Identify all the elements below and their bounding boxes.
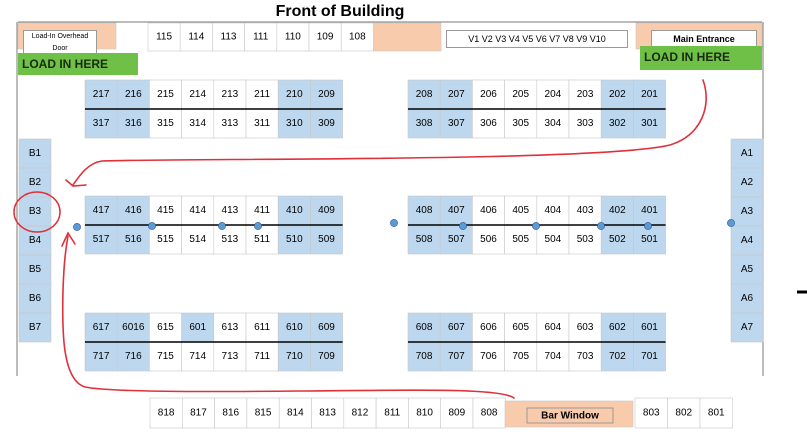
booth-label-517: 517 bbox=[92, 234, 110, 245]
booth-label-702: 702 bbox=[608, 351, 626, 362]
booth-label-414: 414 bbox=[189, 205, 207, 216]
booth-label-707: 707 bbox=[447, 351, 465, 362]
booth-label-714: 714 bbox=[189, 351, 207, 362]
booth-label-115: 115 bbox=[156, 31, 173, 43]
booth-label-302: 302 bbox=[608, 118, 626, 129]
booth-label-217: 217 bbox=[92, 89, 110, 100]
booth-label-603: 603 bbox=[576, 322, 594, 333]
booth-label-B1: B1 bbox=[28, 148, 42, 159]
booth-label-209: 209 bbox=[318, 89, 335, 100]
post-dot bbox=[390, 219, 397, 226]
booth-label-A2: A2 bbox=[740, 177, 754, 188]
booth-label-812: 812 bbox=[351, 407, 369, 419]
booth-label-404: 404 bbox=[544, 205, 562, 216]
booth-label-406: 406 bbox=[480, 205, 497, 216]
booth-label-717: 717 bbox=[92, 351, 110, 362]
booth-label-713: 713 bbox=[221, 351, 239, 362]
booth-label-715: 715 bbox=[157, 351, 174, 362]
booth-label-A6: A6 bbox=[740, 293, 754, 304]
booth-label-308: 308 bbox=[415, 118, 433, 129]
booth-label-403: 403 bbox=[576, 205, 594, 216]
booth-label-605: 605 bbox=[512, 322, 530, 333]
booth-label-304: 304 bbox=[544, 118, 562, 129]
booth-label-814: 814 bbox=[287, 407, 304, 419]
booth-label-716: 716 bbox=[124, 351, 142, 362]
booth-label-B2: B2 bbox=[28, 177, 42, 188]
booth-label-703: 703 bbox=[576, 351, 594, 362]
booth-label-A5: A5 bbox=[740, 264, 754, 275]
booth-label-B7: B7 bbox=[28, 322, 42, 333]
booth-label-601: 601 bbox=[641, 322, 658, 333]
booth-label-408: 408 bbox=[415, 205, 433, 216]
booth-label-309: 309 bbox=[318, 118, 335, 129]
booth-label-208: 208 bbox=[415, 89, 433, 100]
booth-label-604: 604 bbox=[544, 322, 562, 333]
booth-label-507: 507 bbox=[447, 234, 465, 245]
booth-label-417: 417 bbox=[92, 205, 110, 216]
booth-label-708: 708 bbox=[415, 351, 433, 362]
booth-label-314: 314 bbox=[189, 118, 207, 129]
post-dot bbox=[73, 223, 80, 230]
booth-label-815: 815 bbox=[254, 407, 272, 419]
booth-label-510: 510 bbox=[285, 234, 303, 245]
booth-label-A4: A4 bbox=[740, 235, 754, 246]
booth-label-113: 113 bbox=[220, 31, 237, 43]
booth-label-305: 305 bbox=[512, 118, 530, 129]
booth-label-609: 609 bbox=[318, 322, 335, 333]
booth-label-317: 317 bbox=[92, 118, 110, 129]
booth-label-802: 802 bbox=[675, 407, 693, 419]
booth-label-511: 511 bbox=[254, 234, 271, 245]
booth-label-202: 202 bbox=[608, 89, 626, 100]
booth-label-215: 215 bbox=[157, 89, 174, 100]
booth-label-111: 111 bbox=[253, 31, 269, 43]
booth-label-608: 608 bbox=[415, 322, 433, 333]
booth-label-602: 602 bbox=[608, 322, 626, 333]
booth-label-405: 405 bbox=[512, 205, 530, 216]
booth-label-A1: A1 bbox=[740, 148, 754, 159]
route-bottom-arrowhead bbox=[62, 233, 75, 246]
booth-label-B6: B6 bbox=[28, 293, 42, 304]
post-dot bbox=[597, 222, 604, 229]
booth-label-6016: 6016 bbox=[122, 322, 145, 333]
booth-label-506: 506 bbox=[480, 234, 497, 245]
booth-label-B5: B5 bbox=[28, 264, 42, 275]
booth-label-813: 813 bbox=[319, 407, 336, 419]
vendor-box-label: V1 V2 V3 V4 V5 V6 V7 V8 V9 V10 bbox=[446, 30, 628, 48]
booth-label-210: 210 bbox=[285, 89, 303, 100]
booth-label-503: 503 bbox=[576, 234, 594, 245]
booth-label-307: 307 bbox=[447, 118, 465, 129]
booth-label-513: 513 bbox=[221, 234, 239, 245]
main-entrance-label: Main Entrance bbox=[651, 30, 757, 48]
front-peach-block bbox=[373, 23, 441, 51]
load-in-right-banner: LOAD IN HERE bbox=[640, 46, 762, 70]
booth-label-201: 201 bbox=[641, 89, 658, 100]
booth-label-709: 709 bbox=[318, 351, 335, 362]
booth-label-216: 216 bbox=[124, 89, 142, 100]
booth-label-607: 607 bbox=[447, 322, 465, 333]
booth-label-601: 601 bbox=[189, 322, 207, 333]
booth-label-504: 504 bbox=[544, 234, 562, 245]
booth-label-816: 816 bbox=[222, 407, 240, 419]
booth-label-411: 411 bbox=[254, 205, 271, 216]
post-dot bbox=[459, 222, 466, 229]
booth-label-610: 610 bbox=[285, 322, 303, 333]
booth-label-311: 311 bbox=[254, 118, 271, 129]
booth-label-315: 315 bbox=[157, 118, 174, 129]
booth-label-303: 303 bbox=[576, 118, 594, 129]
booth-label-301: 301 bbox=[641, 118, 658, 129]
booth-label-803: 803 bbox=[642, 407, 660, 419]
booth-label-415: 415 bbox=[157, 205, 174, 216]
booth-label-710: 710 bbox=[285, 351, 303, 362]
booth-label-516: 516 bbox=[124, 234, 142, 245]
post-dot bbox=[148, 222, 155, 229]
booth-label-114: 114 bbox=[188, 31, 205, 43]
booth-label-310: 310 bbox=[285, 118, 303, 129]
overhead-door-label: Load-In Overhead Door bbox=[23, 30, 97, 56]
booth-label-413: 413 bbox=[221, 205, 239, 216]
booth-label-110: 110 bbox=[284, 31, 301, 43]
booth-label-206: 206 bbox=[480, 89, 497, 100]
booth-label-109: 109 bbox=[316, 31, 334, 43]
booth-label-B4: B4 bbox=[28, 235, 42, 246]
booth-label-502: 502 bbox=[608, 234, 626, 245]
booth-label-211: 211 bbox=[254, 89, 271, 100]
booth-label-501: 501 bbox=[641, 234, 658, 245]
booth-label-213: 213 bbox=[221, 89, 239, 100]
post-dot bbox=[218, 222, 225, 229]
booth-label-704: 704 bbox=[544, 351, 562, 362]
booth-label-706: 706 bbox=[480, 351, 497, 362]
booth-label-606: 606 bbox=[480, 322, 497, 333]
booth-label-801: 801 bbox=[707, 407, 725, 419]
booth-label-108: 108 bbox=[348, 31, 366, 43]
booth-label-817: 817 bbox=[190, 407, 207, 419]
booth-label-313: 313 bbox=[221, 118, 239, 129]
booth-label-407: 407 bbox=[447, 205, 465, 216]
post-dot bbox=[727, 219, 734, 226]
post-dot bbox=[254, 222, 261, 229]
booth-label-701: 701 bbox=[641, 351, 658, 362]
booth-label-514: 514 bbox=[189, 234, 207, 245]
booth-label-409: 409 bbox=[318, 205, 335, 216]
booth-label-316: 316 bbox=[124, 118, 142, 129]
bar-window-label: Bar Window bbox=[541, 410, 599, 422]
booth-label-416: 416 bbox=[124, 205, 142, 216]
booth-label-617: 617 bbox=[92, 322, 110, 333]
booth-label-615: 615 bbox=[157, 322, 174, 333]
booth-label-401: 401 bbox=[641, 205, 658, 216]
booth-label-306: 306 bbox=[480, 118, 497, 129]
booth-label-611: 611 bbox=[254, 322, 271, 333]
booth-label-207: 207 bbox=[447, 89, 465, 100]
booth-label-509: 509 bbox=[318, 234, 335, 245]
booth-label-214: 214 bbox=[189, 89, 207, 100]
booth-label-410: 410 bbox=[285, 205, 303, 216]
booth-label-B3: B3 bbox=[28, 206, 42, 217]
page-title: Front of Building bbox=[275, 3, 405, 20]
booth-label-818: 818 bbox=[157, 407, 175, 419]
post-dot bbox=[532, 222, 539, 229]
booth-label-203: 203 bbox=[576, 89, 594, 100]
booth-label-810: 810 bbox=[416, 407, 433, 419]
booth-label-711: 711 bbox=[254, 351, 271, 362]
booth-label-809: 809 bbox=[448, 407, 466, 419]
booth-label-613: 613 bbox=[221, 322, 239, 333]
booth-label-402: 402 bbox=[608, 205, 626, 216]
booth-label-505: 505 bbox=[512, 234, 530, 245]
booth-label-204: 204 bbox=[544, 89, 562, 100]
booth-label-508: 508 bbox=[415, 234, 433, 245]
booth-label-205: 205 bbox=[512, 89, 530, 100]
booth-label-705: 705 bbox=[512, 351, 530, 362]
load-in-left-banner: LOAD IN HERE bbox=[18, 53, 138, 75]
post-dot bbox=[644, 222, 651, 229]
booth-label-515: 515 bbox=[157, 234, 174, 245]
booth-label-811: 811 bbox=[384, 407, 401, 419]
booth-label-A7: A7 bbox=[740, 322, 754, 333]
booth-label-A3: A3 bbox=[740, 206, 754, 217]
booth-label-808: 808 bbox=[480, 407, 498, 419]
